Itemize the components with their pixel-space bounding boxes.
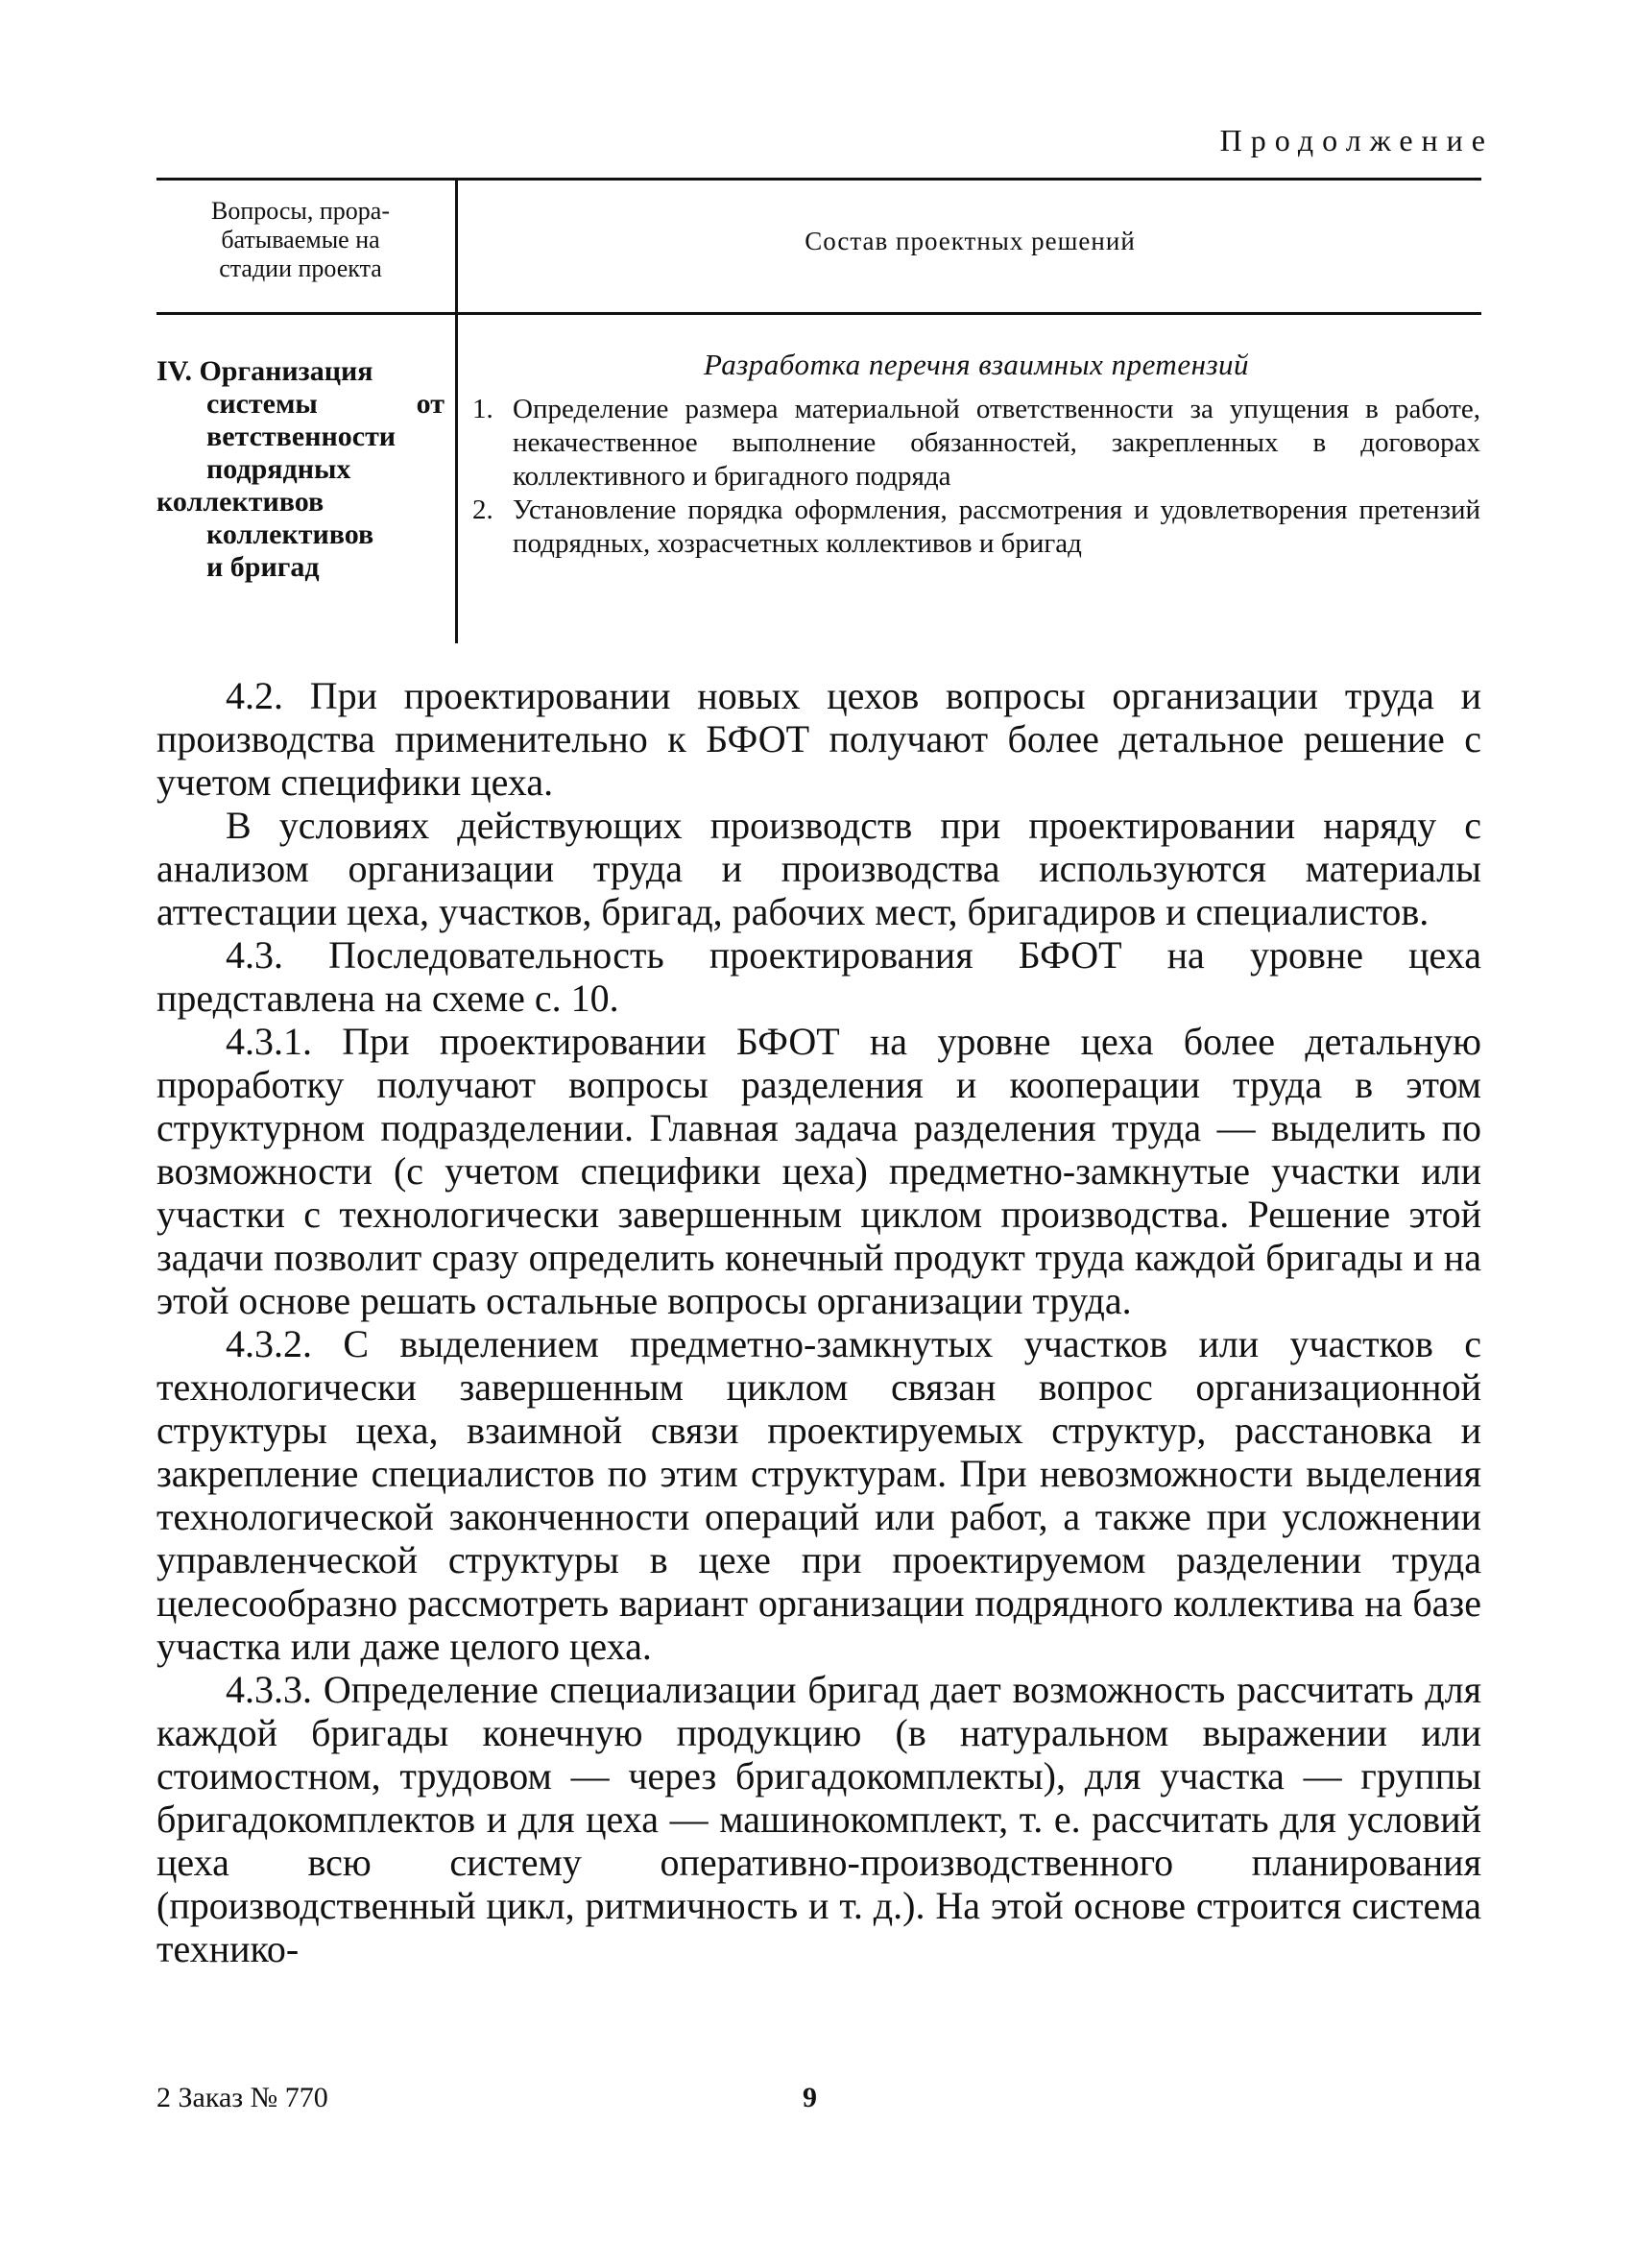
body-text — [156, 674, 1481, 1970]
table-column-divider — [455, 178, 458, 643]
topic-word: от — [416, 388, 445, 420]
paragraph: 4.2. При проектировании новых цехов вопросы организации труда и производства применительно к БФОТ получают более детальное решение с учетом специфики цеха. — [156, 674, 1481, 804]
table-header-solutions: Состав проектных решений — [805, 227, 1136, 255]
list-item — [472, 393, 1480, 494]
topic-line: IV. Организация — [156, 355, 373, 387]
topic-line: коллективов — [206, 519, 374, 550]
topic-word: системы — [206, 388, 318, 420]
table-header-questions — [156, 197, 445, 283]
list-item — [472, 494, 1480, 561]
paragraph: 4.3.2. С выделением предметно-замкнутых участков или участков с технологически завершенным циклом связан вопрос организационной структуры цеха, взаимной связи проектируемых структур, расстановка и закрепление специалистов по этим структурам. При невозможности выделения технологической законченности операций или работ, а также при усложнении управленческой структуры в цехе при проектируемом разделении труда целесообразно рассмотреть вариант организации подрядного коллектива на базе участка или даже целого цеха. — [156, 1322, 1481, 1668]
header-line: стадии проекта — [219, 254, 382, 282]
paragraph: В условиях действующих производств при проектировании наряду с анализом организации труда и производства используются материалы аттестации цеха, участков, бригад, рабочих мест, бригадиров и специалистов. — [156, 804, 1481, 933]
topic-line: и бригад — [206, 551, 320, 583]
list-item-number: 2. — [472, 495, 493, 525]
header-line: батываемые на — [221, 226, 380, 253]
paragraph: 4.3.1. При проектировании БФОТ на уровне цеха более детальную проработку получают вопросы разделения и кооперации труда в этом структурном подразделении. Главная задача разделения труда — выделить по возможности (с учетом специфики цеха) предметно-замкнутые участки или участки с технологически завершенным циклом производства. Решение этой задачи позволит сразу определить конечный продукт труда каждой бригады и на этой основе решать остальные вопросы организации труда. — [156, 1020, 1481, 1322]
table-top-rule — [156, 178, 1481, 181]
paragraph: 4.3.3. Определение специализации бригад дает возможность рассчитать для каждой бригады конечную продукцию (в натуральном выражении или стоимостном, трудовом — через бригадокомплекты), для участка — группы бригадокомплектов и для цеха — машинокомплект, т. е. рассчитать для условий цеха всю систему оперативно-производственного планирования (производственный цикл, ритмичность и т. д.). На этой основе строится система технико- — [156, 1668, 1481, 1970]
topic-line: ветственности — [206, 421, 396, 452]
list-item-text: Определение размера материальной ответственности за упущения в работе, некачественное выполнение обязанностей, закрепленных в договорах коллективного и бригадного подряда — [513, 394, 1480, 492]
topic-line: подрядных — [206, 453, 351, 485]
topic-line: коллективов — [156, 486, 324, 518]
page-number: 9 — [803, 2082, 817, 2113]
table-row-solutions — [472, 348, 1480, 561]
solutions-subtitle: Разработка перечня взаимных претензий — [703, 348, 1250, 381]
table-row-topic — [156, 355, 445, 584]
table-header-rule — [156, 312, 1481, 315]
continuation-label: Продолжение — [1219, 123, 1494, 157]
footer-order-number: 2 Заказ № 770 — [156, 2082, 328, 2113]
header-line: Вопросы, прора- — [210, 197, 391, 225]
list-item-text: Установление порядка оформления, рассмотрения и удовлетворения претензий подрядных, хозрасчетных коллективов и бригад — [513, 495, 1480, 559]
paragraph: 4.3. Последовательность проектирования БФОТ на уровне цеха представлена на схеме с. 10. — [156, 933, 1481, 1020]
topic-line-split — [156, 388, 445, 421]
list-item-number: 1. — [472, 394, 493, 424]
